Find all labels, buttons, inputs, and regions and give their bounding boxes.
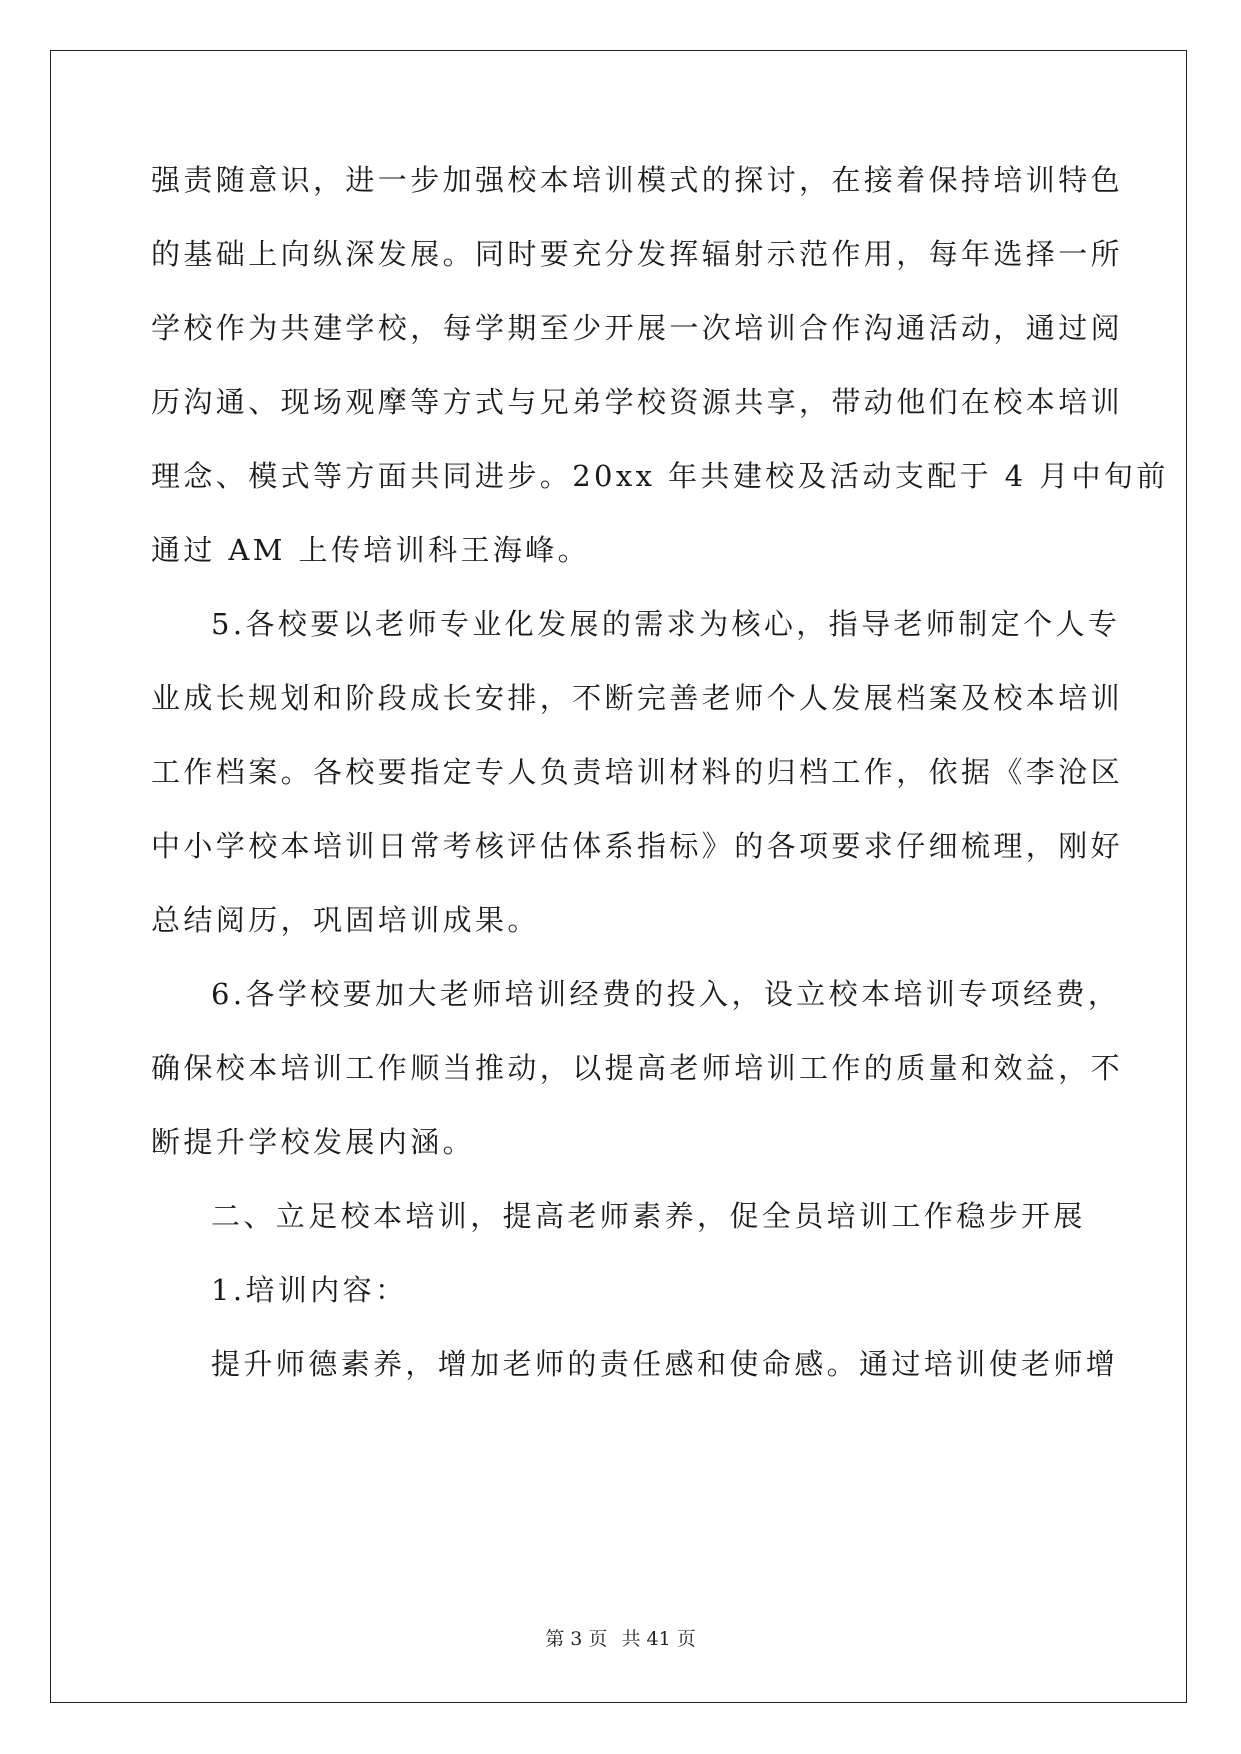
text-line: 提升师德素养，增加老师的责任感和使命感。通过培训使老师增 bbox=[211, 1347, 1119, 1381]
paragraph-item-5: 5.各校要以老师专业化发展的需求为核心，指导老师制定个人专 bbox=[211, 607, 1121, 641]
text-line: 强责随意识，进一步加强校本培训模式的探讨，在接着保持培训特色 bbox=[151, 163, 1124, 197]
text-line: 学校作为共建学校，每学期至少开展一次培训合作沟通活动，通过阅 bbox=[151, 311, 1124, 345]
text-line: 理念、模式等方面共同进步。20xx 年共建校及活动支配于 4 月中旬前 bbox=[151, 459, 1169, 493]
text-line: 确保校本培训工作顺当推动，以提高老师培训工作的质量和效益，不 bbox=[151, 1051, 1124, 1085]
page-total: 共 41 页 bbox=[621, 1628, 696, 1650]
text-line: 通过 AM 上传培训科王海峰。 bbox=[151, 533, 591, 567]
text-line: 的基础上向纵深发展。同时要充分发挥辐射示范作用，每年选择一所 bbox=[151, 237, 1124, 271]
page-border bbox=[50, 50, 1187, 1703]
page-footer bbox=[0, 1624, 1241, 1651]
paragraph-item-6: 6.各学校要加大老师培训经费的投入，设立校本培训专项经费， bbox=[211, 977, 1121, 1011]
text-line: 总结阅历，巩固培训成果。 bbox=[151, 903, 540, 937]
text-line: 业成长规划和阶段成长安排，不断完善老师个人发展档案及校本培训 bbox=[151, 681, 1124, 715]
subsection-heading: 1.培训内容： bbox=[211, 1273, 408, 1307]
section-heading: 二、立足校本培训，提高老师素养，促全员培训工作稳步开展 bbox=[211, 1199, 1086, 1233]
text-line: 历沟通、现场观摩等方式与兄弟学校资源共享，带动他们在校本培训 bbox=[151, 385, 1124, 419]
text-line: 工作档案。各校要指定专人负责培训材料的归档工作，依据《李沧区 bbox=[151, 755, 1124, 789]
text-line: 断提升学校发展内涵。 bbox=[151, 1125, 476, 1159]
page-number: 第 3 页 bbox=[545, 1628, 608, 1650]
text-line: 中小学校本培训日常考核评估体系指标》的各项要求仔细梳理，刚好 bbox=[151, 829, 1124, 863]
